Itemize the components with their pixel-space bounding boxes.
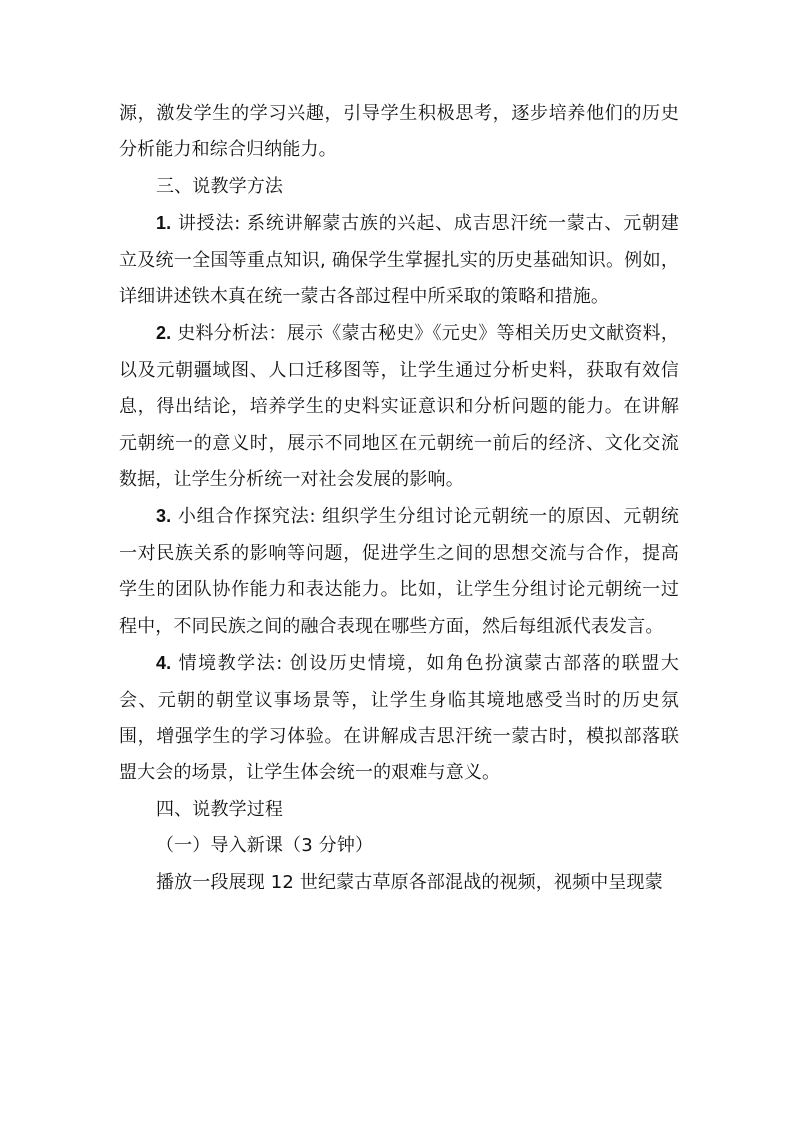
method-number: 2. — [156, 323, 172, 344]
method-number: 4. — [156, 653, 172, 674]
section-heading-teaching-methods: 三、说教学方法 — [156, 175, 284, 197]
method-item-lecture — [119, 205, 679, 315]
paragraph-continuation: 源，激发学生的学习兴趣，引导学生积极思考，逐步培养他们的历史分析能力和综合归纳能力。 — [119, 103, 679, 161]
section-heading-teaching-process: 四、说教学过程 — [156, 798, 284, 820]
method-number: 3. — [156, 506, 172, 527]
subsection-heading-introduction: （一）导入新课（3 分钟） — [156, 835, 374, 857]
method-text: 讲授法: 系统讲解蒙古族的兴起、成吉思汗统一蒙古、元朝建立及统一全国等重点知识, 确保学生掌握扎实的历史基础知识。例如，详细讲述铁木真在统一蒙古各部过程中所采取的策略和措施。 — [119, 213, 679, 308]
method-text: 情境教学法: 创设历史情境，如角色扮演蒙古部落的联盟大会、元朝的朝堂议事场景等，让学生身临其境地感受当时的历史氛围，增强学生的学习体验。在讲解成吉思汗统一蒙古时，模拟部落联盟大会的场景，让学生体会统一的艰难与意义。 — [119, 653, 679, 784]
method-item-group-inquiry — [119, 498, 679, 645]
document-body — [119, 96, 679, 901]
method-text: 史料分析法：展示《蒙古秘史》《元史》等相关历史文献资料，以及元朝疆域图、人口迁移图等，让学生通过分析史料，获取有效信息，得出结论，培养学生的史料实证意识和分析问题的能力。在讲解元朝统一的意义时，展示不同地区在元朝统一前后的经济、文化交流数据，让学生分析统一对社会发展的影响。 — [119, 323, 679, 491]
method-text: 小组合作探究法: 组织学生分组讨论元朝统一的原因、元朝统一对民族关系的影响等问题，促进学生之间的思想交流与合作，提高学生的团队协作能力和表达能力。比如，让学生分组讨论元朝统一过程中，不同民族之间的融合表现在哪些方面，然后每组派代表发言。 — [119, 506, 679, 637]
paragraph-introduction: 播放一段展现 12 世纪蒙古草原各部混战的视频，视频中呈现蒙 — [156, 871, 663, 893]
method-number: 1. — [156, 213, 172, 234]
method-item-source-analysis — [119, 315, 679, 498]
method-item-situational — [119, 645, 679, 792]
